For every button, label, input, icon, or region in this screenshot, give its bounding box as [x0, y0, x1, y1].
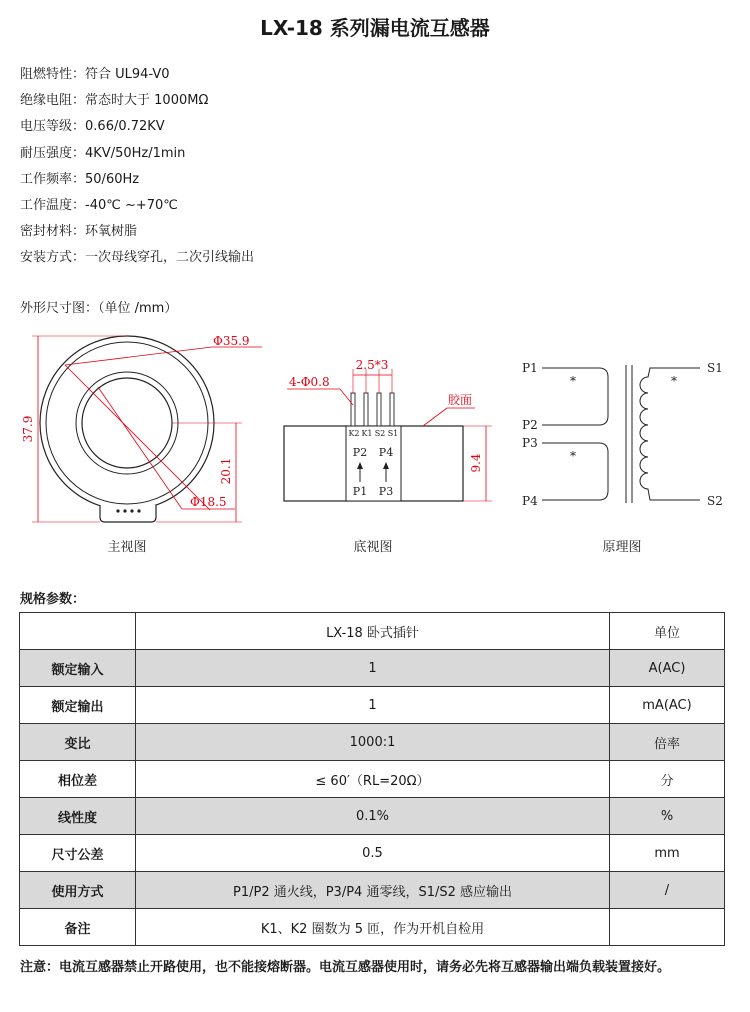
schematic-p3: P3 [522, 436, 538, 450]
param-title: 规格参数： [20, 592, 86, 607]
inner-hole [82, 378, 172, 468]
outer-diameter-line-2 [65, 365, 210, 510]
p2-label: P2 [352, 446, 368, 459]
spec-label: 绝缘电阻： [20, 93, 86, 109]
header-empty [20, 613, 136, 650]
spec-row [20, 219, 254, 245]
row-value: 1000:1 [136, 724, 610, 761]
table-row [20, 909, 725, 946]
front-view-caption: 主视图 [107, 540, 147, 555]
row-label: 使用方式 [20, 872, 136, 909]
table-row [20, 650, 725, 687]
spec-label: 密封材料： [20, 224, 86, 240]
spec-row [20, 245, 254, 271]
header-model: LX-18 卧式插针 [136, 613, 610, 650]
p1-label: P1 [352, 485, 368, 498]
schematic-p1: P1 [522, 361, 538, 375]
dot-secondary: * [671, 374, 677, 388]
p3-label: P3 [378, 485, 394, 498]
row-unit: A(AC) [610, 650, 725, 687]
page-title: LX-18 系列漏电流互感器 [260, 16, 490, 40]
pin-dot [137, 509, 140, 512]
spec-row [20, 88, 254, 114]
spec-value: 符合 UL94-V0 [85, 67, 170, 82]
dot-primary-2: * [570, 449, 576, 463]
row-value: 1 [136, 650, 610, 687]
spec-row [20, 114, 254, 140]
row-unit [610, 909, 725, 946]
spec-value: -40℃ ~+70℃ [85, 197, 178, 213]
dot-primary-1: * [570, 374, 576, 388]
p4-label: P4 [378, 446, 394, 459]
spec-value: 环氧树脂 [85, 224, 138, 240]
terminal-tab [100, 505, 156, 522]
schematic-p2: P2 [522, 418, 538, 432]
table-row [20, 835, 725, 872]
row-label: 相位差 [20, 761, 136, 798]
glue-leader-2 [423, 408, 447, 426]
pin [377, 393, 381, 426]
inner-hole-outer-edge [76, 372, 178, 474]
table-row [20, 687, 725, 724]
spec-row [20, 193, 254, 219]
secondary-coil [640, 368, 700, 500]
row-label: 线性度 [20, 798, 136, 835]
row-unit: / [610, 872, 725, 909]
spec-value: 50/60Hz [85, 171, 140, 187]
schematic-p4: P4 [522, 494, 538, 508]
row-unit: 倍率 [610, 724, 725, 761]
outer-diameter-label: Φ35.9 [213, 334, 250, 348]
spec-row [20, 167, 254, 193]
pin [364, 393, 368, 426]
row-unit: mm [610, 835, 725, 872]
row-value: K1、K2 圈数为 5 匝，作为开机自检用 [136, 909, 610, 946]
thickness-label: 9.4 [469, 453, 483, 473]
row-unit: 分 [610, 761, 725, 798]
spec-row [20, 62, 254, 88]
row-value: ≤ 60′（RL=20Ω） [136, 761, 610, 798]
row-value: P1/P2 通火线，P3/P4 通零线，S1/S2 感应输出 [136, 872, 610, 909]
spec-table [19, 612, 725, 946]
schematic-caption: 原理图 [602, 540, 642, 555]
row-value: 0.1% [136, 798, 610, 835]
schematic [522, 361, 723, 555]
bottom-view [284, 358, 492, 555]
warning-note: 注意：电流互感器禁止开路使用，也不能接熔断器。电流互感器使用时，请务必先将互感器输出端负载装置接好。 [20, 960, 671, 975]
row-unit: mA(AC) [610, 687, 725, 724]
pin-label: S2 [374, 429, 386, 438]
spec-value: 常态时大于 1000MΩ [85, 93, 209, 109]
height-label: 37.9 [21, 415, 35, 443]
table-row [20, 761, 725, 798]
row-label: 尺寸公差 [20, 835, 136, 872]
schematic-s1: S1 [707, 361, 723, 375]
pin-dot [123, 509, 126, 512]
front-view [21, 334, 262, 555]
pitch-label: 2.5*3 [355, 358, 389, 372]
inner-diameter-label: Φ18.5 [190, 495, 227, 509]
row-label: 变比 [20, 724, 136, 761]
table-row [20, 724, 725, 761]
pin [351, 393, 355, 426]
row-value: 1 [136, 687, 610, 724]
row-label: 额定输出 [20, 687, 136, 724]
dimension-title: 外形尺寸图：（单位 /mm） [20, 301, 178, 316]
spec-label: 工作温度： [20, 197, 86, 213]
pin-dia-label: 4-Φ0.8 [289, 375, 330, 389]
table-row [20, 872, 725, 909]
table-row [20, 798, 725, 835]
pin-label: K1 [361, 429, 373, 438]
spec-value: 0.66/0.72KV [85, 119, 165, 135]
spec-label: 工作频率： [20, 171, 86, 187]
spec-value: 一次母线穿孔，二次引线输出 [85, 250, 255, 266]
row-label: 备注 [20, 909, 136, 946]
inner-diameter-line [98, 387, 182, 509]
spec-label: 安装方式： [20, 250, 86, 266]
row-value: 0.5 [136, 835, 610, 872]
dimension-diagram [0, 325, 750, 565]
pin-dot [116, 509, 119, 512]
spec-label: 耐压强度： [20, 145, 86, 161]
pin-label: K2 [348, 429, 360, 438]
spec-label: 电压等级： [20, 119, 86, 135]
header-unit: 单位 [610, 613, 725, 650]
spec-label: 阻燃特性： [20, 67, 86, 82]
spec-row [20, 141, 254, 167]
glue-face-label: 胶面 [448, 393, 473, 407]
center-height-label: 20.1 [219, 457, 233, 485]
row-label: 额定输入 [20, 650, 136, 687]
pin-label: S1 [387, 429, 399, 438]
spec-value: 4KV/50Hz/1min [85, 145, 186, 161]
spec-list [20, 62, 254, 272]
row-unit: % [610, 798, 725, 835]
pin-dot [130, 509, 133, 512]
schematic-s2: S2 [707, 494, 723, 508]
table-header-row [20, 613, 725, 650]
bottom-view-caption: 底视图 [353, 540, 393, 555]
pin [390, 393, 394, 426]
